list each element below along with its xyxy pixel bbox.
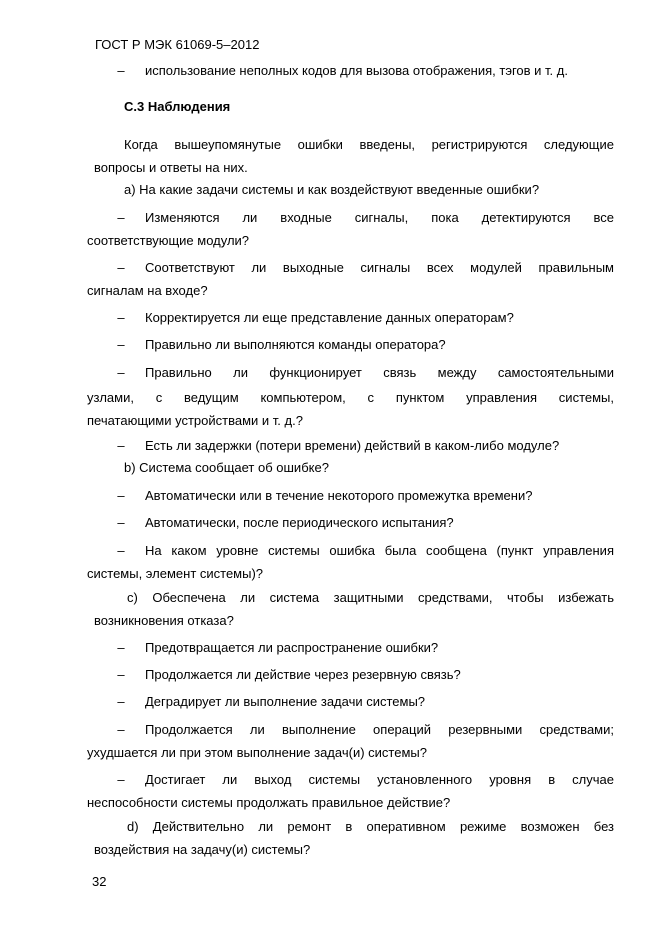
list-dash: – xyxy=(117,640,125,655)
list-item: Деградирует ли выполнение задачи системы? xyxy=(145,694,426,709)
list-dash: – xyxy=(117,515,125,530)
list-dash: – xyxy=(117,543,125,558)
list-dash: – xyxy=(117,694,125,709)
list-item-continuation: сигналам на входе? xyxy=(87,283,208,298)
list-item: Предотвращается ли распространение ошибки? xyxy=(145,640,439,655)
list-dash: – xyxy=(117,667,125,682)
list-item: Правильно ли выполняются команды оператора? xyxy=(145,337,446,352)
question-b: b) Система сообщает об ошибке? xyxy=(124,460,329,475)
list-dash: – xyxy=(117,772,125,787)
paragraph-line: вопросы и ответы на них. xyxy=(94,160,248,175)
page-number: 32 xyxy=(92,874,107,889)
list-item-continuation: соответствующие модули? xyxy=(87,233,250,248)
paragraph-line: Когда вышеупомянутые ошибки введены, регистрируются следующие xyxy=(124,137,614,152)
list-dash: – xyxy=(117,210,125,225)
list-item: Автоматически, после периодического испытания? xyxy=(145,515,454,530)
question-c: с) Обеспечена ли система защитными средствами, чтобы избежать xyxy=(127,590,614,605)
list-item: Продолжается ли действие через резервную связь? xyxy=(145,667,461,682)
list-item-continuation: узлами, с ведущим компьютером, с пунктом управления системы, xyxy=(87,390,614,405)
list-item-continuation: системы, элемент системы)? xyxy=(87,566,264,581)
list-item: Изменяются ли входные сигналы, пока детектируются все xyxy=(145,210,614,225)
list-item-continuation: печатающими устройствами и т. д.? xyxy=(87,413,303,428)
section-title: С.3 Наблюдения xyxy=(124,99,231,114)
list-item: использование неполных кодов для вызова отображения, тэгов и т. д. xyxy=(145,63,568,78)
list-dash: – xyxy=(117,337,125,352)
list-item: Соответствуют ли выходные сигналы всех модулей правильным xyxy=(145,260,614,275)
question-d: d) Действительно ли ремонт в оперативном режиме возможен без xyxy=(127,819,614,834)
document-header: ГОСТ Р МЭК 61069-5–2012 xyxy=(95,37,260,52)
list-item-continuation: ухудшается ли при этом выполнение задач(и) системы? xyxy=(87,745,427,760)
list-dash: – xyxy=(117,488,125,503)
question-c-continuation: возникновения отказа? xyxy=(94,613,234,628)
list-dash: – xyxy=(117,63,125,78)
list-item: Продолжается ли выполнение операций резервными средствами; xyxy=(145,722,614,737)
list-item: На каком уровне системы ошибка была сообщена (пункт управления xyxy=(145,543,614,558)
list-dash: – xyxy=(117,260,125,275)
list-item: Автоматически или в течение некоторого промежутка времени? xyxy=(145,488,533,503)
question-a: а) На какие задачи системы и как воздействуют введенные ошибки? xyxy=(124,182,540,197)
list-item: Корректируется ли еще представление данных операторам? xyxy=(145,310,514,325)
question-d-continuation: воздействия на задачу(и) системы? xyxy=(94,842,311,857)
list-dash: – xyxy=(117,438,125,453)
list-dash: – xyxy=(117,722,125,737)
list-item: Есть ли задержки (потери времени) действий в каком-либо модуле? xyxy=(145,438,560,453)
list-item-continuation: неспособности системы продолжать правильное действие? xyxy=(87,795,451,810)
list-dash: – xyxy=(117,310,125,325)
list-item: Достигает ли выход системы установленного уровня в случае xyxy=(145,772,614,787)
list-item: Правильно ли функционирует связь между самостоятельными xyxy=(145,365,614,380)
list-dash: – xyxy=(117,365,125,380)
